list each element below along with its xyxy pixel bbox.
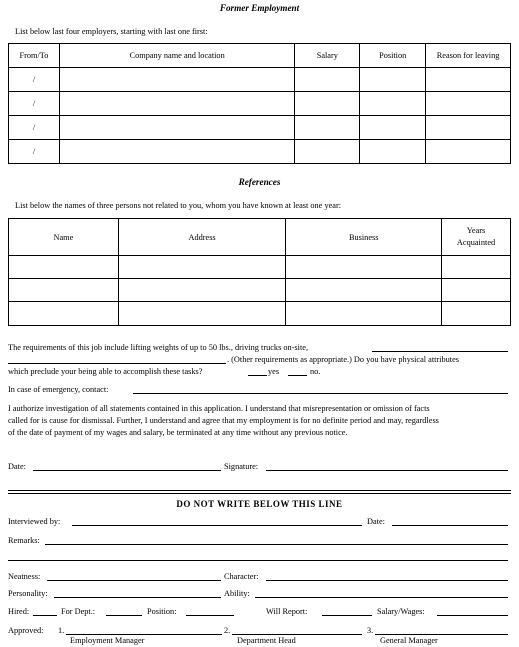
header-reason: Reason for leaving — [426, 44, 511, 68]
header-years-line1: Years — [466, 226, 486, 235]
remarks-label: Remarks: — [8, 536, 40, 545]
position-cell[interactable] — [360, 68, 426, 92]
salary-cell[interactable] — [295, 92, 360, 116]
signature-date-field[interactable] — [33, 470, 221, 471]
will-report-field[interactable] — [322, 615, 372, 616]
divider-bottom — [8, 493, 511, 494]
requirements-fill-line2[interactable] — [8, 363, 226, 364]
ref-years-cell[interactable] — [442, 256, 511, 279]
requirements-question: which preclude your being able to accomplish these tasks? — [8, 367, 203, 376]
ref-name-cell[interactable] — [9, 279, 119, 302]
from-to-cell[interactable]: / — [9, 92, 60, 116]
ref-name-cell[interactable] — [9, 256, 119, 279]
header-name: Name — [9, 219, 119, 256]
interview-date-field[interactable] — [392, 525, 508, 526]
hired-label: Hired: — [8, 607, 30, 616]
employers-header-row — [9, 44, 511, 68]
reason-cell[interactable] — [426, 92, 511, 116]
from-to-cell[interactable]: / — [9, 140, 60, 164]
employers-table — [8, 43, 511, 164]
header-company: Company name and location — [59, 44, 294, 68]
position-cell[interactable] — [360, 140, 426, 164]
salary-wages-field[interactable] — [437, 615, 508, 616]
header-salary: Salary — [295, 44, 360, 68]
reference-row — [9, 302, 511, 326]
header-address: Address — [118, 219, 286, 256]
references-header-row — [9, 219, 511, 256]
character-label: Character: — [224, 572, 259, 581]
company-cell[interactable] — [59, 116, 294, 140]
ability-field[interactable] — [255, 597, 508, 598]
references-title: References — [238, 177, 281, 187]
company-cell[interactable] — [59, 68, 294, 92]
do-not-write-heading: DO NOT WRITE BELOW THIS LINE — [176, 499, 343, 509]
former-employment-intro: List below last four employers, starting with last one first: — [15, 27, 208, 36]
for-dept-field[interactable] — [106, 615, 142, 616]
employer-row — [9, 92, 511, 116]
personality-label: Personality: — [8, 589, 48, 598]
ref-name-cell[interactable] — [9, 302, 119, 326]
position-label: Position: — [147, 607, 177, 616]
no-label: no. — [310, 367, 321, 376]
requirements-line2: . (Other requirements as appropriate.) Do you have physical attributes — [227, 355, 460, 364]
personality-field[interactable] — [54, 597, 221, 598]
neatness-field[interactable] — [47, 580, 221, 581]
yes-label: yes — [268, 367, 280, 376]
interviewed-by-field[interactable] — [72, 525, 362, 526]
emergency-contact-field[interactable] — [133, 393, 508, 394]
for-dept-label: For Dept.: — [61, 607, 96, 616]
reason-cell[interactable] — [426, 140, 511, 164]
authorization-line2: called for is cause for dismissal. Further, I understand and agree that my employment is for no definite period and may, regardless — [8, 416, 439, 425]
position-field[interactable] — [186, 615, 234, 616]
will-report-label: Will Report: — [266, 607, 308, 616]
neatness-label: Neatness: — [8, 572, 41, 581]
salary-cell[interactable] — [295, 140, 360, 164]
signature-field[interactable] — [266, 470, 508, 471]
approver-2-number: 2. — [224, 626, 231, 635]
reference-row — [9, 279, 511, 302]
ability-label: Ability: — [224, 589, 250, 598]
emergency-label: In case of emergency, contact: — [8, 385, 109, 394]
hired-field[interactable] — [33, 615, 57, 616]
reason-cell[interactable] — [426, 116, 511, 140]
employer-row — [9, 140, 511, 164]
header-years-line2: Acquainted — [456, 238, 496, 247]
approver-3-title: General Manager — [380, 636, 438, 645]
from-to-cell[interactable]: / — [9, 116, 60, 140]
salary-wages-label: Salary/Wages: — [377, 607, 425, 616]
header-position: Position — [360, 44, 426, 68]
employer-row — [9, 68, 511, 92]
approver-3-number: 3. — [367, 626, 374, 635]
signature-date-label: Date: — [8, 462, 26, 471]
ref-business-cell[interactable] — [286, 279, 442, 302]
approver-2-signature[interactable] — [232, 634, 362, 635]
employer-row — [9, 116, 511, 140]
interviewed-by-label: Interviewed by: — [8, 517, 61, 526]
interview-date-label: Date: — [367, 517, 385, 526]
requirements-fill-line1[interactable] — [372, 351, 508, 352]
reference-row — [9, 256, 511, 279]
yes-blank[interactable] — [248, 375, 267, 376]
ref-address-cell[interactable] — [118, 279, 286, 302]
authorization-line1: I authorize investigation of all statements contained in this application. I understand that misrepresentation or omission of facts — [8, 404, 430, 413]
salary-cell[interactable] — [295, 68, 360, 92]
requirements-line1: The requirements of this job include lifting weights of up to 50 lbs., driving trucks on-site, — [8, 343, 309, 352]
signature-label: Signature: — [224, 462, 259, 471]
approver-1-number: 1. — [58, 626, 65, 635]
remarks-field-2[interactable] — [8, 560, 508, 561]
position-cell[interactable] — [360, 92, 426, 116]
approver-1-signature[interactable] — [66, 634, 222, 635]
ref-years-cell[interactable] — [442, 279, 511, 302]
remarks-field-1[interactable] — [45, 544, 508, 545]
character-field[interactable] — [266, 580, 508, 581]
company-cell[interactable] — [59, 140, 294, 164]
header-from-to: From/To — [9, 44, 60, 68]
reason-cell[interactable] — [426, 68, 511, 92]
approver-1-title: Employment Manager — [70, 636, 145, 645]
references-table — [8, 218, 511, 326]
approver-2-title: Department Head — [237, 636, 296, 645]
position-cell[interactable] — [360, 116, 426, 140]
ref-years-cell[interactable] — [442, 302, 511, 326]
references-intro: List below the names of three persons not related to you, whom you have known at least one year: — [15, 201, 342, 210]
approved-label: Approved: — [8, 626, 44, 635]
ref-business-cell[interactable] — [286, 256, 442, 279]
header-business: Business — [286, 219, 442, 256]
ref-address-cell[interactable] — [118, 302, 286, 326]
ref-business-cell[interactable] — [286, 302, 442, 326]
former-employment-title: Former Employment — [219, 3, 300, 13]
header-years-acquainted — [442, 219, 511, 256]
divider-top — [8, 490, 511, 491]
salary-cell[interactable] — [295, 116, 360, 140]
approver-3-signature[interactable] — [375, 634, 508, 635]
ref-address-cell[interactable] — [118, 256, 286, 279]
from-to-cell[interactable]: / — [9, 68, 60, 92]
company-cell[interactable] — [59, 92, 294, 116]
authorization-line3: of the date of payment of my wages and salary, be terminated at any time without any previous notice. — [8, 428, 348, 437]
no-blank[interactable] — [288, 375, 307, 376]
